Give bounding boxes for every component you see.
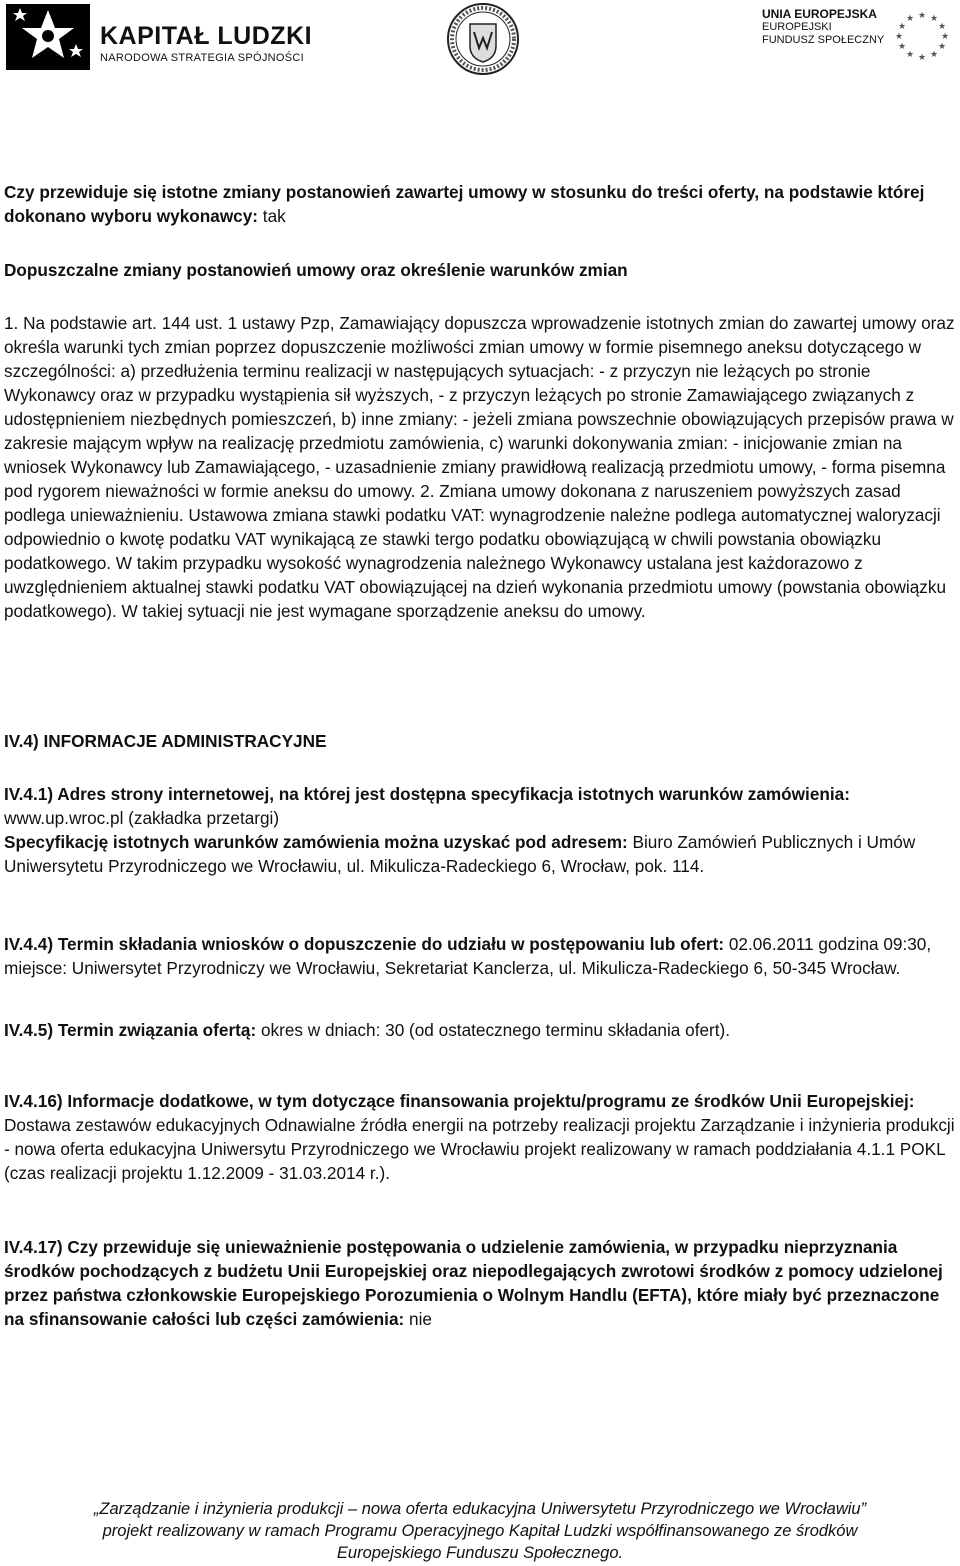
iv41-value: www.up.wroc.pl (zakładka przetargi) [4, 808, 280, 828]
svg-text:★: ★ [937, 21, 947, 31]
svg-text:★: ★ [897, 41, 907, 51]
iv44-label: IV.4.4) Termin składania wniosków o dopuszczenie do udziału w postępowaniu lub ofert: [4, 934, 725, 954]
question-changes [4, 180, 960, 228]
university-seal-icon [446, 2, 520, 76]
section-iv4-heading: IV.4) INFORMACJE ADMINISTRACYJNE [4, 731, 327, 751]
allowed-changes-text: 1. Na podstawie art. 144 ust. 1 ustawy Pzp, Zamawiający dopuszcza wprowadzenie istotnych zmian do zawartej umowy oraz określa warunki tych zmian poprzez dopuszczenie możliwości zmian umowy w formie pisemnego aneksu dotyczącego w szczególności: a) przedłużenia terminu realizacji w następujących sytuacjach: - z przyczyn nie leżących po stronie Wykonawcy oraz w przypadku wystąpienia sił wyższych, - z przyczyn leżących po stronie Zamawiającego związanych z udostępnieniem niezbędnych pomieszczeń, b) inne zmiany: - jeżeli zmiana powszechnie obowiązujących przepisów prawa w zakresie mającym wpływ na realizację przedmiotu zamówienia, c) warunki dokonywania zmian: - inicjowanie zmian na wniosek Wykonawcy lub Zamawiającego, - uzasadnienie zmiany prawidłową realizacją przedmiotu umowy, - forma pisemna pod rygorem nieważności w formie aneksu do umowy. 2. Zmiana umowy dokonana z naruszeniem powyższych zasad podlega unieważnieniu. Ustawowa zmiana stawki podatku VAT: wynagrodzenie należne podlega automatycznej waloryzacji odpowiednio o kwotę podatku VAT wynikającą ze stawki tergo podatku obowiązującą w chwili powstania obowiązku podatkowego. W takim przypadku wysokość wynagrodzenia należnego Wykonawcy ustalana jest każdorazowo z uwzględnieniem aktualnej stawki podatku VAT obowiązującej na dzień wykonania przedmiotu umowy (powstania obowiązku podatkowego). W takiej sytuacji nie jest wymagane sporządzenie aneksu do umowy. [4, 313, 955, 621]
iv45-label: IV.4.5) Termin związania ofertą: [4, 1020, 257, 1040]
svg-text:★: ★ [937, 41, 947, 51]
iv417-value: nie [404, 1309, 432, 1329]
iv416-paragraph [4, 1089, 960, 1185]
svg-text:★: ★ [929, 49, 939, 59]
spec-value: Biuro Zamówień Publicznych i Umów Uniwersytetu Przyrodniczego we Wrocławiu, ul. Mikulicza-Radeckiego 6, Wrocław, pok. 114. [4, 832, 916, 876]
kapital-ludzki-subtitle: NARODOWA STRATEGIA SPÓJNOŚCI [100, 52, 304, 64]
eu-line2: EUROPEJSKI [762, 21, 832, 33]
kapital-ludzki-logo [6, 4, 313, 70]
iv44-paragraph [4, 932, 960, 980]
eu-line3: FUNDUSZ SPOŁECZNY [762, 34, 885, 46]
kapital-ludzki-title: KAPITAŁ LUDZKI [100, 22, 313, 50]
footer-line2: projekt realizowany w ramach Programu Operacyjnego Kapitał Ludzki współfinansowanego ze środków [102, 1522, 858, 1540]
iv44-value: 02.06.2011 godzina 09:30, miejsce: Uniwersytet Przyrodniczy we Wrocławiu, Sekretariat Kanclerza, ul. Mikulicza-Radeckiego 6, 50-345 Wrocław. [4, 934, 932, 978]
iv416-value: Dostawa zestawów edukacyjnych Odnawialne źródła energii na potrzeby realizacji projektu Zarządzanie i inżynieria produkcji - nowa oferta edukacyjna Uniwersytu Przyrodniczego we Wrocławiu projekt realizowany w ramach poddziałania 4.1.1 POKL (czas realizacji projektu 1.12.2009 - 31.03.2014 r.). [4, 1115, 955, 1183]
footer-line1: „Zarządzanie i inżynieria produkcji – nowa oferta edukacyjna Uniwersytetu Przyrodniczego we Wrocławiu” [93, 1500, 867, 1518]
svg-text:★: ★ [905, 13, 915, 23]
kapital-ludzki-star-icon [6, 4, 90, 70]
iv41-paragraph [4, 782, 960, 878]
eu-flag-icon [886, 10, 958, 62]
page-header [0, 0, 960, 80]
svg-text:★: ★ [940, 31, 950, 41]
question-changes-value: tak [258, 206, 286, 226]
svg-text:★: ★ [905, 49, 915, 59]
svg-text:★: ★ [917, 52, 927, 62]
iv417-paragraph [4, 1235, 960, 1331]
iv416-label: IV.4.16) Informacje dodatkowe, w tym dotyczące finansowania projektu/programu ze środków Unii Europejskiej: [4, 1091, 915, 1111]
svg-text:★: ★ [929, 13, 939, 23]
eu-logo [762, 8, 958, 68]
svg-text:★: ★ [917, 10, 927, 20]
iv417-label: IV.4.17) Czy przewiduje się unieważnienie postępowania o udzielenie zamówienia, w przypadku nieprzyznania środków pochodzących z budżetu Unii Europejskiej oraz niepodlegających zwrotowi środków z pomocy udzielonej przez państwa członkowskie Europejskiego Porozumienia o Wolnym Handlu (EFTA), które miały być przeznaczone na sfinansowanie całości lub części zamówienia: [4, 1237, 943, 1329]
iv45-value: okres w dniach: 30 (od ostatecznego terminu składania ofert). [256, 1020, 731, 1040]
page-footer [0, 1498, 960, 1564]
question-changes-label: Czy przewiduje się istotne zmiany postanowień zawartej umowy w stosunku do treści oferty, na podstawie której dokonano wyboru wykonawcy: [4, 182, 925, 226]
svg-text:★: ★ [894, 31, 904, 41]
eu-line1: UNIA EUROPEJSKA [762, 7, 877, 21]
footer-line3: Europejskiego Funduszu Społecznego. [336, 1544, 624, 1562]
allowed-changes-heading: Dopuszczalne zmiany postanowień umowy oraz określenie warunków zmian [4, 260, 628, 280]
iv41-label: IV.4.1) Adres strony internetowej, na której jest dostępna specyfikacja istotnych warunków zamówienia: [4, 784, 850, 804]
spec-label: Specyfikację istotnych warunków zamówienia można uzyskać pod adresem: [4, 832, 628, 852]
svg-text:★: ★ [897, 21, 907, 31]
iv45-paragraph [4, 1018, 960, 1042]
